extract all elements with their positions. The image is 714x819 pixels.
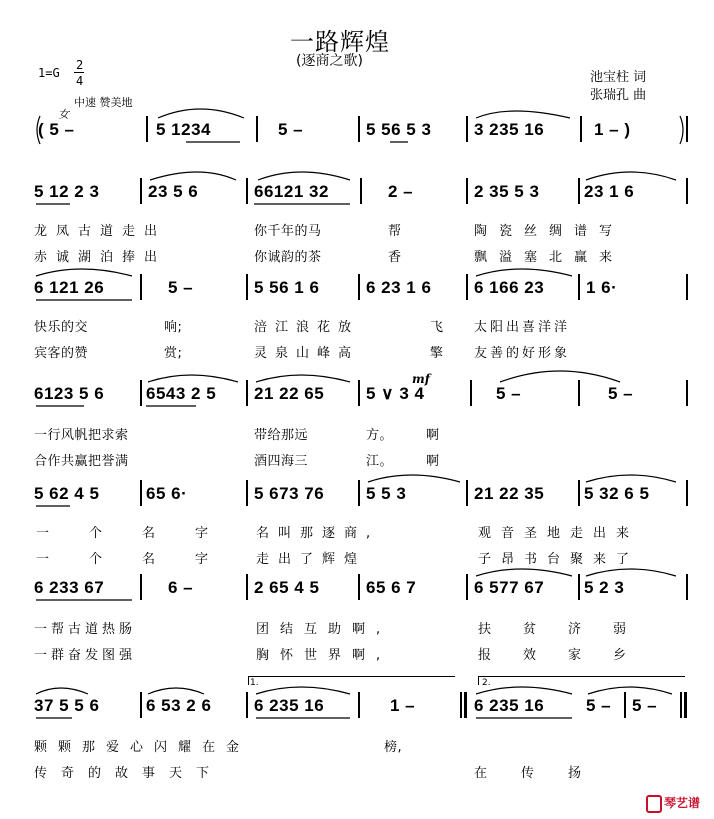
lyric-verse-1: 涪江浪花放	[254, 320, 360, 335]
lyric-verse-2: 飘溢塞北赢来	[474, 250, 625, 265]
measure: 5 ∨ 3 4	[366, 384, 425, 403]
lyric-verse-1: 团结互助啊,	[256, 622, 392, 637]
measure: 6 235 16	[474, 696, 545, 715]
measure: 21 22 35	[474, 484, 545, 503]
lyric-verse-2: 江。	[366, 454, 394, 469]
lyric-verse-2: 擎	[430, 346, 444, 361]
measure: 6 233 67	[34, 578, 105, 597]
lyric-verse-2: 赏;	[164, 346, 183, 361]
lyric-verse-1: 颗颗那爱心闪耀在金	[34, 740, 251, 755]
tempo-marking: 中速 赞美地	[74, 96, 133, 109]
measure: 65 6 7	[366, 578, 417, 597]
measure: 5 5 3	[366, 484, 407, 503]
lyric-verse-2: 传奇的故事天下	[34, 766, 224, 781]
lyric-verse-1: 快乐的交	[34, 320, 89, 335]
measure: 2 35 5 3	[474, 182, 540, 201]
measure: 5 –	[278, 120, 304, 139]
measure: 23 5 6	[148, 182, 199, 201]
lyric-verse-2: 宾客的赞	[34, 346, 89, 361]
measure: 6543 2 5	[146, 384, 217, 403]
measure: 6 23 1 6	[366, 278, 432, 297]
measure: 2 65 4 5	[254, 578, 320, 597]
measure: 66121 32	[254, 182, 329, 201]
measure: 5 1234	[156, 120, 211, 139]
lyric-verse-1: 陶瓷丝绸谱写	[474, 224, 625, 239]
lyric-verse-1: 扶贫济弱	[478, 622, 659, 637]
volta-first: 1.	[250, 678, 259, 688]
lyric-verse-1: 带给那远	[254, 428, 309, 443]
lyric-verse-1: 观音圣地走出来	[478, 526, 640, 541]
lyric-verse-1: 一行风帆把求索	[34, 428, 129, 443]
measure: 6 166 23	[474, 278, 545, 297]
lyric-verse-1: 名叫那逐商,	[256, 526, 380, 541]
singer-mark: 女	[58, 108, 69, 121]
key-signature: 1=G	[38, 66, 60, 80]
lyric-verse-1: 啊	[426, 428, 440, 443]
lyric-verse-2: 啊	[426, 454, 440, 469]
lyric-verse-1: 太阳出喜洋洋	[474, 320, 571, 335]
measure: 23 1 6	[584, 182, 635, 201]
measure: 5 –	[496, 384, 522, 403]
lyric-verse-1: 飞	[430, 320, 444, 335]
measure: 5 62 4 5	[34, 484, 100, 503]
song-subtitle: (逐商之歌)	[296, 53, 363, 69]
meter-bottom: 4	[76, 74, 84, 88]
volta-second: 2.	[482, 678, 491, 688]
lyric-verse-2: 一个名字	[36, 552, 249, 567]
measure: 5 56 1 6	[254, 278, 320, 297]
measure: 65 6·	[146, 484, 188, 503]
brand-logo	[646, 794, 700, 813]
measure: 5 –	[168, 278, 194, 297]
measure: 6 53 2 6	[146, 696, 212, 715]
song-title: 一路辉煌	[290, 28, 390, 56]
lyric-verse-1: 榜,	[384, 740, 403, 755]
lyric-verse-2: 胸怀世界啊,	[256, 648, 392, 663]
lyric-verse-2: 在传扬	[474, 766, 616, 781]
lyric-verse-1: 一个名字	[36, 526, 249, 541]
lyric-verse-1: 响;	[164, 320, 183, 335]
measure: 5 –	[586, 696, 612, 715]
measure: 5 12 2 3	[34, 182, 100, 201]
measure: 6 577 67	[474, 578, 545, 597]
lyric-verse-2: 走出了辉煌	[256, 552, 367, 567]
lyric-verse-2: 赤诚湖泊捧出	[34, 250, 167, 265]
lyric-verse-2: 报效家乡	[478, 648, 659, 663]
measure: 5 –	[608, 384, 634, 403]
mf-dynamic: mf	[412, 372, 430, 386]
brand-icon	[646, 795, 662, 813]
measure: 5 673 76	[254, 484, 325, 503]
lyric-verse-1: 一帮古道热肠	[34, 622, 137, 637]
lyricist: 池宝柱 词	[590, 70, 647, 85]
lyric-verse-1: 帮	[388, 224, 402, 239]
lyric-verse-2: 一群奋发图强	[34, 648, 137, 663]
measure: 2 –	[388, 182, 414, 201]
measure: 37 5 5 6	[34, 696, 100, 715]
lyric-verse-2: 灵泉山峰高	[254, 346, 360, 361]
measure: 5 –	[632, 696, 658, 715]
measure: 21 22 65	[254, 384, 325, 403]
measure: 5 56 5 3	[366, 120, 432, 139]
lyric-verse-2: 子昂书台聚来了	[478, 552, 640, 567]
measure: 5 2 3	[584, 578, 625, 597]
lyric-verse-1: 方。	[366, 428, 394, 443]
lyric-verse-1: 龙凤古道走出	[34, 224, 167, 239]
measure: 6 121 26	[34, 278, 105, 297]
lyric-verse-1: 你千年的马	[254, 224, 322, 239]
measure: 1 –	[390, 696, 416, 715]
measure: 6 –	[168, 578, 194, 597]
measure: 1 6·	[586, 278, 618, 297]
measure: ( 5 –	[38, 120, 75, 139]
measure: 1 – )	[594, 120, 631, 139]
measure: 6 235 16	[254, 696, 325, 715]
lyric-verse-2: 你诚韵的茶	[254, 250, 322, 265]
brand-text: 琴艺谱	[664, 796, 701, 810]
composer: 张瑞孔 曲	[590, 88, 647, 103]
lyric-verse-2: 友善的好形象	[474, 346, 571, 361]
lyric-verse-2: 酒四海三	[254, 454, 309, 469]
lyric-verse-2: 合作共赢把誉满	[34, 454, 129, 469]
measure: 6123 5 6	[34, 384, 105, 403]
meter-top: 2	[76, 58, 84, 72]
measure: 3 235 16	[474, 120, 545, 139]
measure: 5 32 6 5	[584, 484, 650, 503]
lyric-verse-2: 香	[388, 250, 402, 265]
